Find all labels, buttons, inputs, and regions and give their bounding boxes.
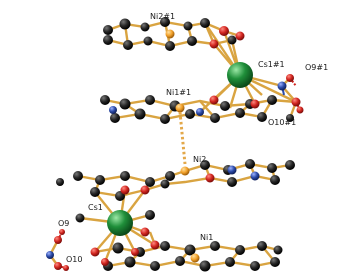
label-ni2: Ni2 [193,155,207,164]
label-o10-1: O10#1 [268,118,297,127]
ni1-atom [191,254,200,263]
label-o10: O10 [66,255,83,264]
label-o9-1: O9#1 [305,63,329,72]
upper-complex [100,17,304,124]
atom-labels [58,12,328,264]
label-o9: O9 [58,219,70,228]
ni2-1-atom [166,30,175,39]
label-cs1-1: Cs1#1 [258,60,285,69]
ni2-atom [181,167,190,176]
label-ni2-1: Ni2#1 [150,12,176,21]
label-ni1: Ni1 [200,233,214,242]
upper-bonds [105,22,296,119]
label-cs1: Cs1 [88,203,103,212]
cs1-atom [107,210,133,236]
ni1-1-atom [176,104,185,113]
lower-complex [46,159,295,272]
label-ni1-1: Ni1#1 [166,88,192,97]
ni-ni-contact [180,112,185,164]
cs1-1-atom [227,62,253,88]
